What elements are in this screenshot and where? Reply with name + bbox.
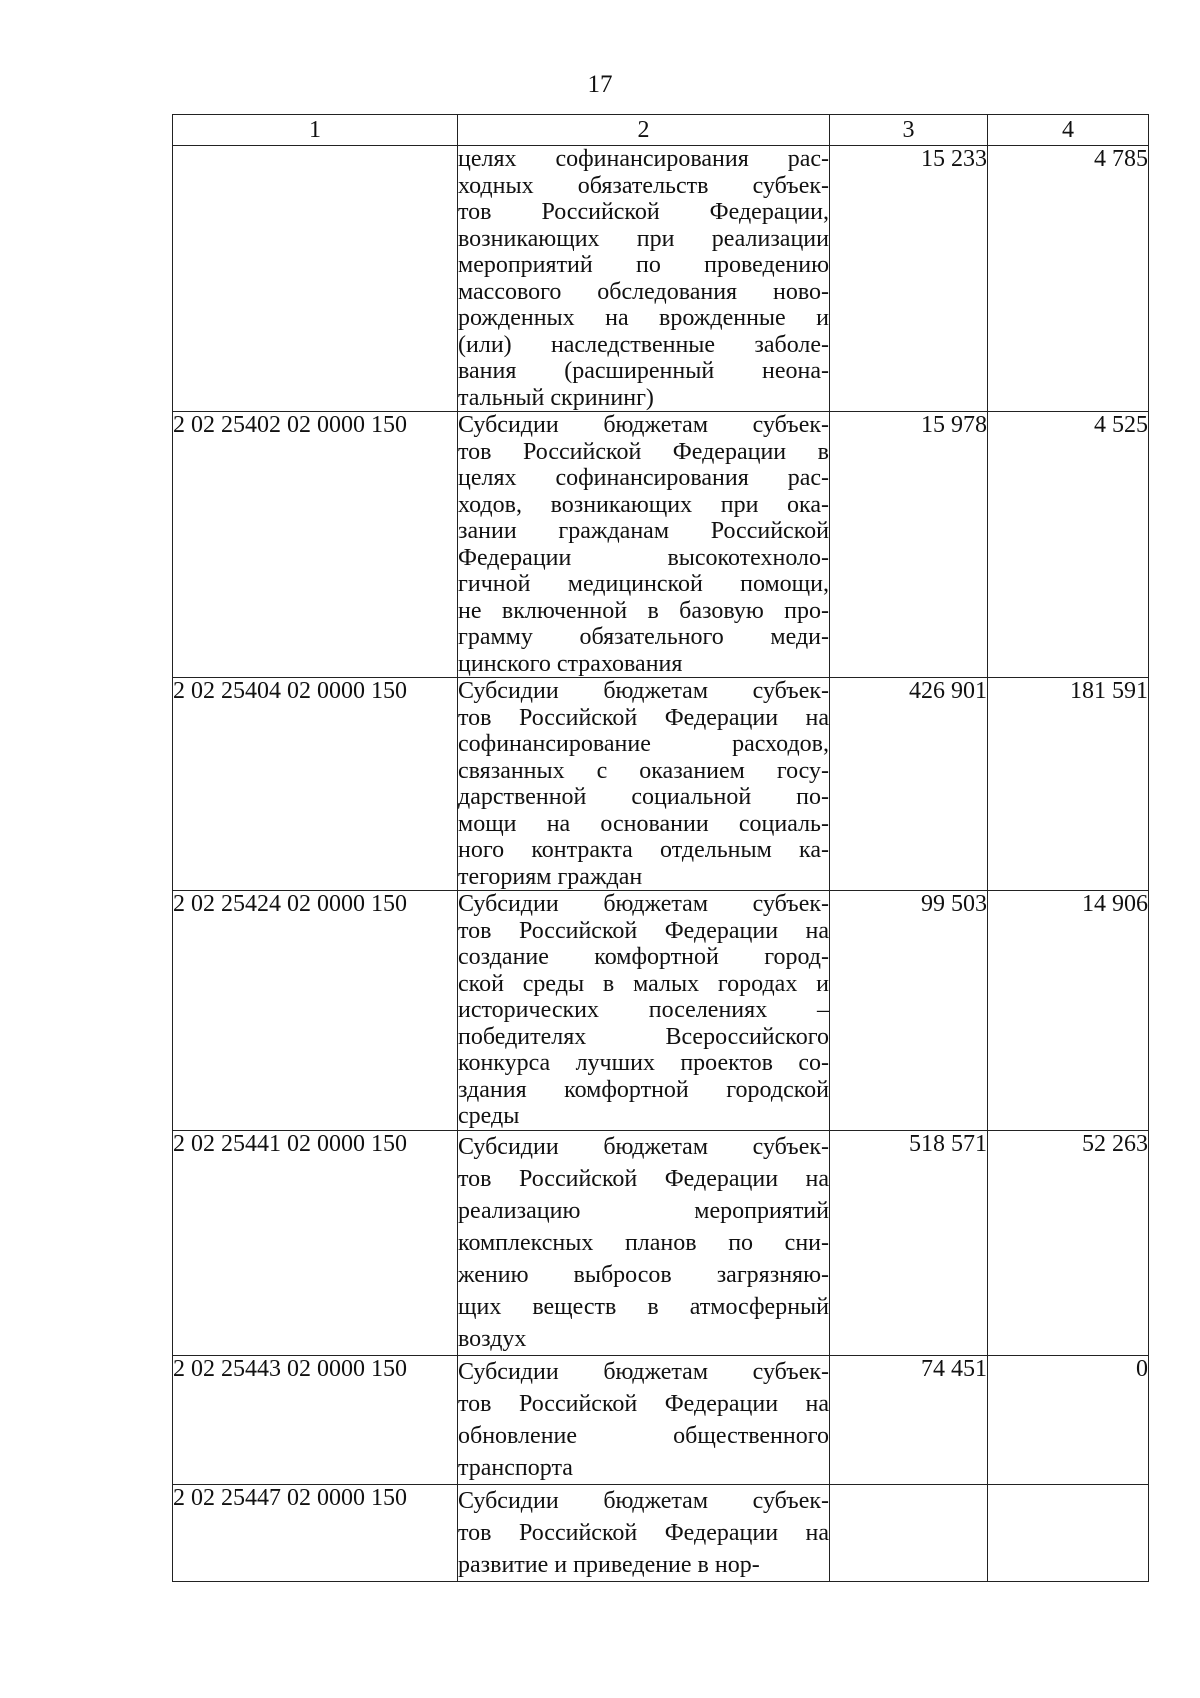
description-line: тов Российской Федерации на xyxy=(458,1165,829,1192)
description-line: (или) наследственные заболе- xyxy=(458,331,829,358)
description-line: возникающих при реализации xyxy=(458,225,829,252)
amount-col-4-cell: 0 xyxy=(988,1355,1149,1484)
description-cell xyxy=(458,1130,830,1355)
description-line: мощи на основании социаль- xyxy=(458,810,829,837)
description-line: конкурса лучших проектов со- xyxy=(458,1050,829,1076)
table-row xyxy=(173,412,1149,678)
amount-col-4-cell xyxy=(988,1484,1149,1581)
description-line: Субсидии бюджетам субъек- xyxy=(458,1358,829,1385)
description-line: целях софинансирования рас- xyxy=(458,146,829,172)
description-line: Федерации высокотехноло- xyxy=(458,544,829,571)
description-line: развитие и приведение в нор- xyxy=(458,1551,760,1578)
description-line: не включенной в базовую про- xyxy=(458,597,829,624)
description-line: грамму обязательного меди- xyxy=(458,624,829,650)
table-row xyxy=(173,1130,1149,1355)
amount-col-4-cell: 181 591 xyxy=(988,678,1149,891)
budget-code-cell: 2 02 25441 02 0000 150 xyxy=(173,1130,458,1355)
budget-code-cell xyxy=(173,146,458,412)
description-cell xyxy=(458,412,830,678)
description-line: щих веществ в атмосферный xyxy=(458,1293,829,1320)
description-line: гичной медицинской помощи, xyxy=(458,571,829,597)
amount-col-3-cell: 426 901 xyxy=(830,678,988,891)
amount-col-3-cell xyxy=(830,1484,988,1581)
description-line: обновление общественного xyxy=(458,1422,829,1449)
description-line: рожденных на врожденные и xyxy=(458,305,829,331)
description-line: дарственной социальной по- xyxy=(458,784,829,810)
table-row xyxy=(173,1355,1149,1484)
table-row xyxy=(173,891,1149,1131)
description-line: тальный скрининг) xyxy=(458,384,654,411)
amount-col-3-cell: 15 233 xyxy=(830,146,988,412)
description-line: мероприятий по проведению xyxy=(458,252,829,278)
description-cell xyxy=(458,1355,830,1484)
description-line: зании гражданам Российской xyxy=(458,518,829,544)
page-number: 17 xyxy=(587,71,613,98)
header-col-3: 3 xyxy=(830,115,988,146)
description-cell xyxy=(458,1484,830,1581)
description-line: Субсидии бюджетам субъек- xyxy=(458,891,829,917)
description-line: вания (расширенный неона- xyxy=(458,358,829,384)
description-line: ходных обязательств субъек- xyxy=(458,172,829,199)
description-line: победителях Всероссийского xyxy=(458,1023,829,1050)
amount-col-4-cell: 4 525 xyxy=(988,412,1149,678)
description-line: транспорта xyxy=(458,1454,573,1481)
amount-col-4-cell: 52 263 xyxy=(988,1130,1149,1355)
description-line: связанных с оказанием госу- xyxy=(458,757,829,784)
budget-code-cell: 2 02 25443 02 0000 150 xyxy=(173,1355,458,1484)
description-line: цинского страхования xyxy=(458,650,683,677)
description-line: исторических поселениях – xyxy=(458,997,829,1023)
description-line: тов Российской Федерации на xyxy=(458,1390,829,1417)
description-line: здания комфортной городской xyxy=(458,1076,829,1103)
description-line: тов Российской Федерации, xyxy=(458,199,829,225)
description-cell xyxy=(458,146,830,412)
amount-col-4-cell: 14 906 xyxy=(988,891,1149,1131)
description-cell xyxy=(458,678,830,891)
budget-code-cell: 2 02 25402 02 0000 150 xyxy=(173,412,458,678)
description-line: создание комфортной город- xyxy=(458,944,829,970)
description-line: комплексных планов по сни- xyxy=(458,1229,829,1256)
table-row xyxy=(173,1484,1149,1581)
budget-table xyxy=(172,114,1149,1582)
description-line: тов Российской Федерации на xyxy=(458,1519,829,1546)
description-line: целях софинансирования рас- xyxy=(458,465,829,491)
description-line: жению выбросов загрязняю- xyxy=(458,1261,829,1288)
header-row xyxy=(173,115,1149,146)
budget-code-cell: 2 02 25447 02 0000 150 xyxy=(173,1484,458,1581)
description-line: реализацию мероприятий xyxy=(458,1197,829,1224)
description-line: тов Российской Федерации в xyxy=(458,438,829,465)
header-col-1: 1 xyxy=(173,115,458,146)
amount-col-3-cell: 99 503 xyxy=(830,891,988,1131)
description-line: Субсидии бюджетам субъек- xyxy=(458,1487,829,1514)
description-line: тов Российской Федерации на xyxy=(458,704,829,731)
table-row xyxy=(173,146,1149,412)
description-line: Субсидии бюджетам субъек- xyxy=(458,1133,829,1160)
description-line: ного контракта отдельным ка- xyxy=(458,837,829,863)
budget-code-cell: 2 02 25424 02 0000 150 xyxy=(173,891,458,1131)
amount-col-3-cell: 15 978 xyxy=(830,412,988,678)
description-line: Субсидии бюджетам субъек- xyxy=(458,678,829,704)
description-line: софинансирование расходов, xyxy=(458,731,829,757)
budget-code-cell: 2 02 25404 02 0000 150 xyxy=(173,678,458,891)
header-col-4: 4 xyxy=(988,115,1149,146)
amount-col-4-cell: 4 785 xyxy=(988,146,1149,412)
description-line: тов Российской Федерации на xyxy=(458,917,829,944)
description-line: тегориям граждан xyxy=(458,863,643,890)
header-col-2: 2 xyxy=(458,115,830,146)
amount-col-3-cell: 518 571 xyxy=(830,1130,988,1355)
table-row xyxy=(173,678,1149,891)
description-line: воздух xyxy=(458,1325,527,1352)
description-line: массового обследования ново- xyxy=(458,278,829,305)
description-line: ской среды в малых городах и xyxy=(458,970,829,997)
description-line: ходов, возникающих при ока- xyxy=(458,491,829,518)
description-line: среды xyxy=(458,1103,520,1129)
description-line: Субсидии бюджетам субъек- xyxy=(458,412,829,438)
amount-col-3-cell: 74 451 xyxy=(830,1355,988,1484)
description-cell xyxy=(458,891,830,1131)
